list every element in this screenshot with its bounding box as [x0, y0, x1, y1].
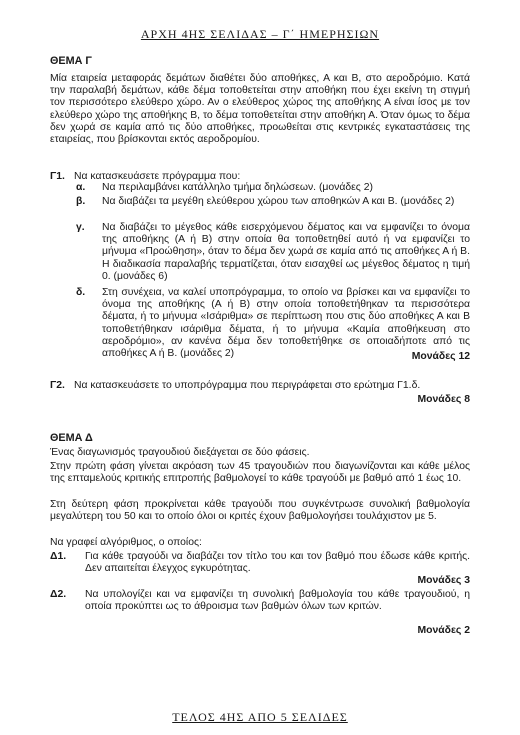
theme-d-para-3: Στη δεύτερη φάση προκρίνεται κάθε τραγούδι που συγκέντρωσε συνολική βαθμολογία μεγαλύτερη του 50 και το οποίο όλοι οι κριτές έχουν βαθμολογήσει τουλάχιστον με 5.	[50, 499, 470, 523]
d2-marks: Μονάδες 2	[417, 625, 470, 636]
page-header: ΑΡΧΗ 4ΗΣ ΣΕΛΙΔΑΣ – Γ΄ ΗΜΕΡΗΣΙΩΝ	[140, 27, 380, 41]
item-c-label: γ.	[76, 222, 85, 233]
item-b-text: Να διαβάζει τα μεγέθη ελεύθερου χώρου των αποθηκών Α και Β. (μονάδες 2)	[102, 196, 455, 207]
g1-marks: Μονάδες 12	[411, 351, 470, 362]
page-footer: ΤΕΛΟΣ 4ΗΣ ΑΠΟ 5 ΣΕΛΙΔΕΣ	[172, 710, 348, 724]
question-d2-label: Δ2.	[50, 589, 67, 600]
question-g1-label: Γ1.	[50, 171, 65, 182]
question-d1-label: Δ1.	[50, 551, 67, 562]
item-a-label: α.	[76, 182, 86, 193]
question-g2-text: Να κατασκευάσετε το υποπρόγραμμα που περιγράφεται στο ερώτημα Γ1.δ.	[74, 380, 421, 391]
question-d2-text: Να υπολογίζει και να εμφανίζει τη συνολική βαθμολογία του κάθε τραγουδιού, η οποία προκύπτει ως το άθροισμα των βαθμών όλων των κριτών.	[85, 589, 470, 613]
question-g2-label: Γ2.	[50, 380, 65, 391]
item-b-label: β.	[76, 196, 86, 207]
item-a-text: Να περιλαμβάνει κατάλληλο τμήμα δηλώσεων. (μονάδες 2)	[102, 182, 373, 193]
theme-g-title: ΘΕΜΑ Γ	[50, 55, 92, 67]
theme-d-title: ΘΕΜΑ Δ	[50, 432, 93, 444]
item-d-text: Στη συνέχεια, να καλεί υποπρόγραμμα, το οποίο να βρίσκει και να εμφανίζει το όνομα της αποθήκης (Α ή Β) στην οποία τοποθετήθηκαν τα περισσότερα δέματα, ή το μήνυμα «Ισάριθμα» σε περίπτωση που στις δύο αποθήκες Α και Β τοποθετήθηκαν ισάριθμα δέματα, ή το μήνυμα «Καμία αποθήκευση στο αεροδρόμιο», αν κανένα δέμα δεν τοποθετήθηκε σε οποιαδήποτε από τις αποθήκες Α ή Β. (μονάδες 2)	[102, 287, 470, 360]
theme-d-para-1: Ένας διαγωνισμός τραγουδιού διεξάγεται σε δύο φάσεις.	[50, 447, 310, 458]
d1-marks: Μονάδες 3	[417, 575, 470, 586]
g2-marks: Μονάδες 8	[417, 394, 470, 405]
theme-g-intro: Μία εταιρεία μεταφοράς δεμάτων διαθέτει δύο αποθήκες, Α και Β, στο αεροδρόμιο. Κατά την παραλαβή δεμάτων, κάθε δέμα τοποθετείται στην αποθήκη που έχει εκείνη τη στιγμή τον περισσότερο ελεύθερο χώρο. Αν ο ελεύθερος χώρος της αποθήκης Α είναι ίσος με τον ελεύθερο χώρο της αποθήκης Β, το δέμα τοποθετείται στην αποθήκη Α. Όταν όμως το δέμα δεν χωρά σε καμία από τις δύο αποθήκες, προωθείται στις κεντρικές εγκαταστάσεις της εταιρείας, που βρίσκονται εκτός αεροδρομίου.	[50, 73, 470, 146]
theme-d-para-4: Να γραφεί αλγόριθμος, ο οποίος:	[50, 537, 202, 548]
item-c-text: Να διαβάζει το μέγεθος κάθε εισερχόμενου δέματος και να εμφανίζει το όνομα της αποθήκης (Α ή Β) στην οποία θα τοποθετηθεί αυτό ή να εμφανίζει το μήνυμα «Προώθηση», όταν το δέμα δεν χωρά σε καμία από τις αποθήκες Α ή Β. Η διαδικασία παραλαβής τερματίζεται, όταν εισαχθεί ως μέγεθος δέματος η τιμή 0. (μονάδες 6)	[102, 222, 470, 282]
item-d-label: δ.	[76, 287, 86, 298]
question-g1-text: Να κατασκευάσετε πρόγραμμα που:	[74, 171, 241, 182]
theme-d-para-2: Στην πρώτη φάση γίνεται ακρόαση των 45 τραγουδιών που διαγωνίζονται και κάθε μέλος της επταμελούς κριτικής επιτροπής βαθμολογεί το κάθε τραγούδι με βαθμό από 1 έως 10.	[50, 461, 470, 485]
question-d1-text: Για κάθε τραγούδι να διαβάζει τον τίτλο του και τον βαθμό που έδωσε κάθε κριτής. Δεν απαιτείται έλεγχος εγκυρότητας.	[85, 551, 470, 575]
